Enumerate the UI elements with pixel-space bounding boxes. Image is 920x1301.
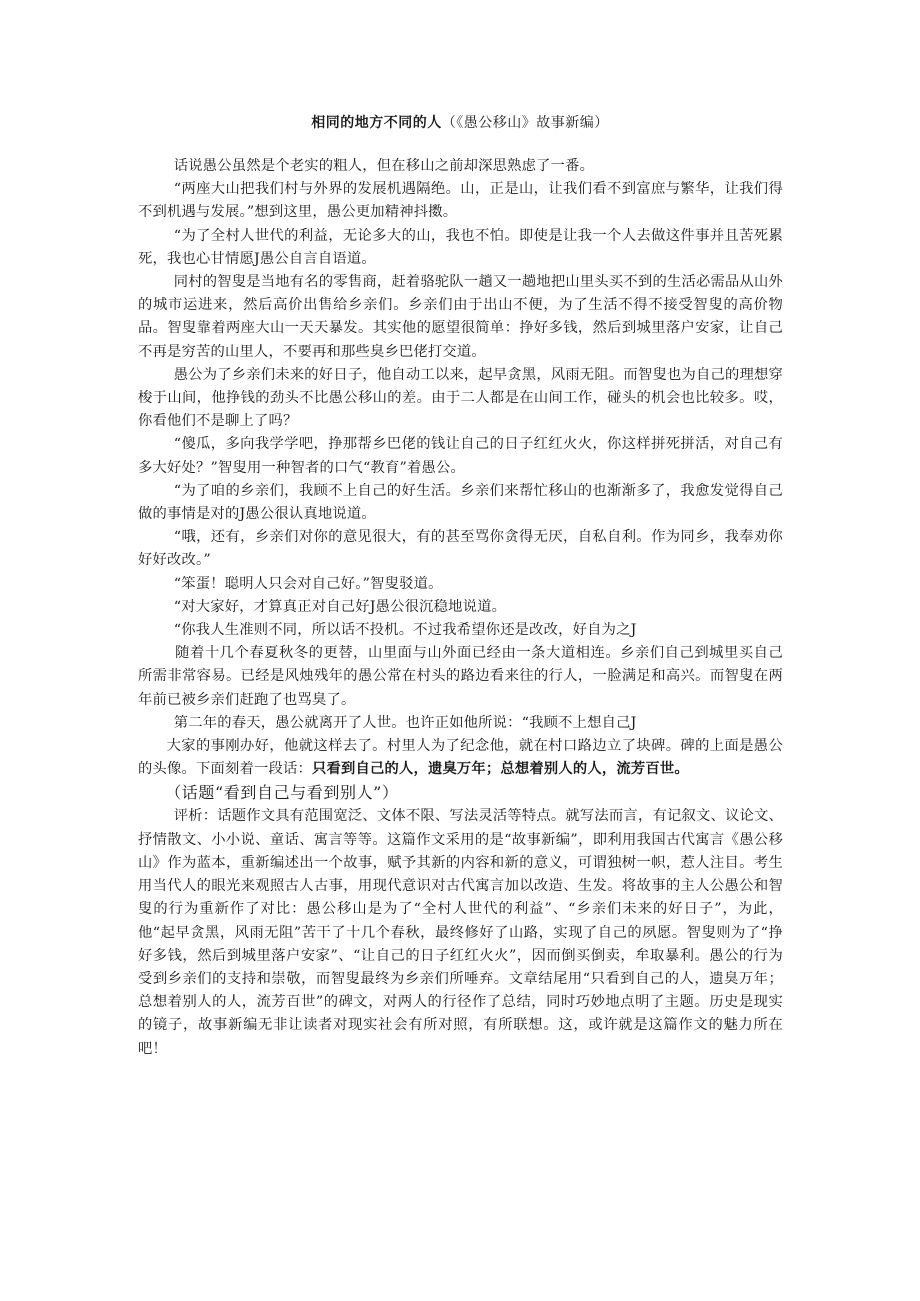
story-paragraph-14-text: 大家的事刚办好，他就这样去了。村里人为了纪念他，就在村口路边立了块碑。碑的上面是愚公的头像。下面刻着一段话： <box>138 738 783 778</box>
story-paragraph-6: “傻瓜，多向我学学吧，挣那帮乡巴佬的钱让自己的日子红红火火，你这样拼死拼活，对自己有多大好处？”智叟用一种智者的口气“教育”着愚公。 <box>138 436 783 476</box>
title-subtitle: （《愚公移山》故事新编） <box>441 115 609 131</box>
story-paragraph-4: 同村的智叟是当地有名的零售商，赶着骆驼队一趟又一趟地把山里头买不到的生活必需品从山外的城市运进来，然后高价出售给乡亲们。乡亲们由于出山不便，为了生活不得不接受智叟的高价物品。智叟靠着两座大山一天天暴发。其实他的愿望很简单：挣好多钱，然后到城里落户安家，让自己不再是穷苦的山里人，不要再和那些臭乡巴佬打交道。 <box>138 274 783 360</box>
topic-heading: （话题“看到自己与看到别人”） <box>165 783 399 803</box>
story-paragraph-11: “你我人生准则不同，所以话不投机。不过我希望你还是改改，好自为之J <box>173 622 637 639</box>
story-paragraph-12: 随着十几个春夏秋冬的更替，山里面与山外面已经由一条大道相连。乡亲们自己到城里买自己所需非常容易。已经是风烛残年的愚公常在村头的路边看来往的行人，一脸满足和高兴。而智叟在两年前已被乡亲们赶跑了也骂臭了。 <box>138 645 783 708</box>
review-paragraph: 评析：话题作文具有范围宽泛、文体不限、写法灵活等特点。就写法而言，有记叙文、议论文、抒情散文、小小说、童话、寓言等等。这篇作文采用的是“故事新编”，即利用我国古代寓言《愚公移山》作为蓝本，重新编述出一个故事，赋予其新的内容和新的意义，可谓独树一帜，惹人注目。考生用当代人的眼光来观照古人古事，用现代意识对古代寓言加以改造、生发。将故事的主人公愚公和智叟的行为重新作了对比：愚公移山是为了“全村人世代的利益”、“乡亲们未来的好日子”，为此，他“起早贪黑，风雨无阻”苦干了十几个春秋，最终修好了山路，实现了自己的夙愿。智叟则为了“挣好多钱，然后到城里落户安家”、“让自己的日子红红火火”，因而倒买倒卖，牟取暴利。愚公的行为受到乡亲们的支持和崇敬，而智叟最终为乡亲们所唾弃。文章结尾用“只看到自己的人，遗臭万年；总想着别人的人，流芳百世”的碑文，对两人的行径作了总结，同时巧妙地点明了主题。历史是现实的镜子，故事新编无非让读者对现实社会有所对照，有所联想。这，或许就是这篇作文的魅力所在吧！ <box>138 808 783 1057</box>
story-paragraph-10: “对大家好，才算真正对自己好J愚公很沉稳地说道。 <box>173 598 507 615</box>
story-paragraph-13: 第二年的春天，愚公就离开了人世。也许正如他所说：“我顾不上想自己J <box>173 714 637 731</box>
story-paragraph-5: 愚公为了乡亲们未来的好日子，他自动工以来，起早贪黑，风雨无阻。而智叟也为自己的理想穿梭于山间，他挣钱的劲头不比愚公移山的差。由于二人都是在山间工作，碰头的机会也比较多。哎，你看他们不是聊上了吗？ <box>138 366 783 430</box>
epitaph-text: 只看到自己的人，遗臭万年；总想着别人的人，流芳百世。 <box>311 761 689 778</box>
story-paragraph-9: “笨蛋！聪明人只会对自己好。”智叟驳道。 <box>173 575 443 592</box>
story-paragraph-2: “两座大山把我们村与外界的发展机遇隔绝。山，正是山，让我们看不到富庶与繁华，让我们得不到机遇与发展。”想到这里，愚公更加精神抖擞。 <box>138 181 783 221</box>
story-paragraph-1: 话说愚公虽然是个老实的粗人，但在移山之前却深思熟虑了一番。 <box>173 158 595 174</box>
story-paragraph-7: “为了咱的乡亲们，我顾不上自己的好生活。乡亲们来帮忙移山的也渐渐多了，我愈发觉得自己做的事情是对的J愚公很认真地说道。 <box>138 482 783 523</box>
story-paragraph-14 <box>138 735 783 781</box>
title-main: 相同的地方不同的人 <box>311 115 442 131</box>
document-body <box>138 155 783 1061</box>
story-paragraph-8: “哦，还有，乡亲们对你的意见很大，有的甚至骂你贪得无厌，自私自利。作为同乡，我奉劝你好好改改。” <box>138 529 783 569</box>
document-title <box>0 112 920 132</box>
story-paragraph-3: “为了全村人世代的利益，无论多大的山，我也不怕。即使是让我一个人去做这件事并且苦死累死，我也心甘情愿J愚公自言自语道。 <box>138 227 783 267</box>
